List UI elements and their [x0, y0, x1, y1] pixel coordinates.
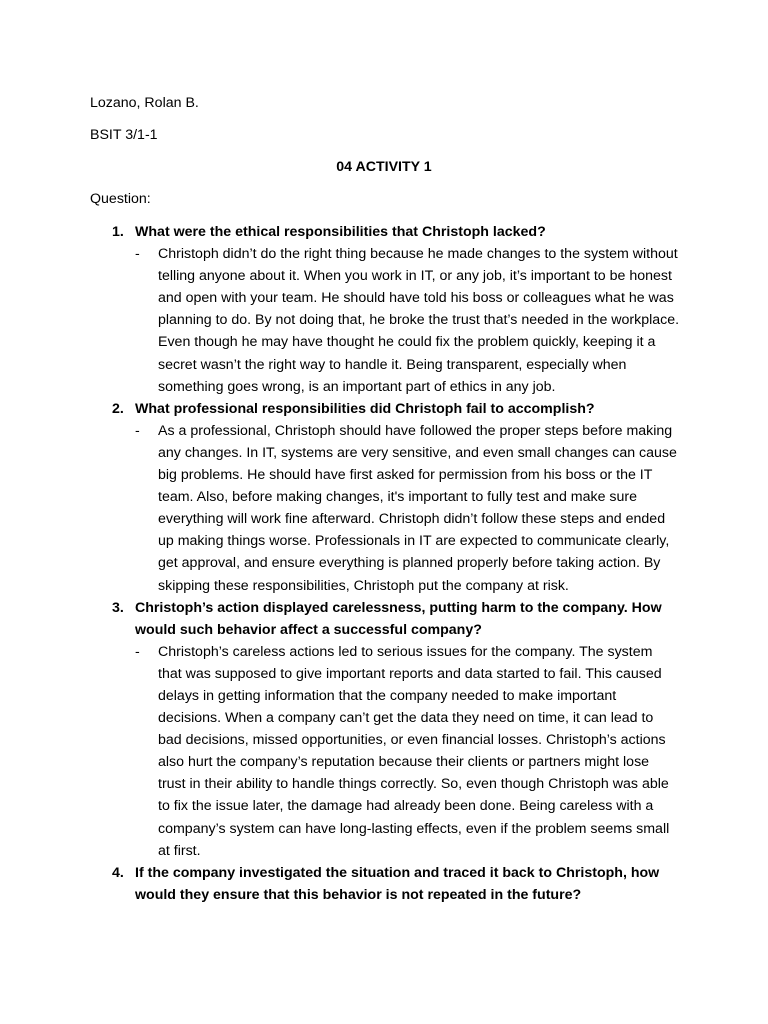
- answer-item: [0, 641, 768, 862]
- answer-item: [0, 420, 768, 597]
- question-item: [0, 862, 768, 906]
- question-number: 3.: [112, 599, 124, 616]
- answer-text: Christoph’s careless actions led to serious issues for the company. The system that was supposed to give important reports and data started to fail. This caused delays in getting information that the company needed to make important decisions. When a company can’t get the data they need on time, it can lead to bad decisions, missed opportunities, or even financial losses. Christoph’s actions also hurt the company’s reputation because their clients or partners might lose trust in their ability to handle things correctly. So, even though Christoph was able to fix the issue later, the damage had already been done. Being careless with a company’s system can have long-lasting effects, even if the problem seems small at first.: [158, 643, 670, 859]
- student-section: BSIT 3/1-1: [90, 127, 158, 143]
- question-text: What were the ethical responsibilities that Christoph lacked?: [135, 224, 546, 240]
- question-list: [0, 221, 768, 906]
- question-item: [0, 398, 768, 597]
- document-title: 04 ACTIVITY 1: [336, 159, 432, 175]
- question-number: 2.: [112, 400, 124, 417]
- question-item: [0, 221, 768, 398]
- question-number: 4.: [112, 864, 124, 881]
- bullet-dash: -: [135, 246, 140, 263]
- bullet-dash: -: [135, 422, 140, 439]
- question-number: 1.: [112, 224, 124, 240]
- question-text: If the company investigated the situation and traced it back to Christoph, how would they ensure that this behavior is not repeated in the future?: [135, 864, 660, 903]
- answer-text: Christoph didn’t do the right thing because he made changes to the system without telling anyone about it. When you work in IT, or any job, it’s important to be honest and open with your team. He should have told his boss or colleagues what he was planning to do. By not doing that, he broke the trust that’s needed in the workplace. Even though he may have thought he could fix the problem quickly, keeping it a secret wasn’t the right way to handle it. Being transparent, especially when something goes wrong, is an important part of ethics in any job.: [158, 246, 680, 395]
- question-label: Question:: [90, 191, 151, 207]
- question-item: [0, 597, 768, 862]
- question-text: Christoph’s action displayed carelessness, putting harm to the company. How would such behavior affect a successful company?: [135, 599, 662, 638]
- answer-item: [0, 243, 768, 398]
- bullet-dash: -: [135, 643, 140, 660]
- student-name: Lozano, Rolan B.: [90, 95, 199, 111]
- question-text: What professional responsibilities did Christoph fail to accomplish?: [135, 400, 595, 417]
- answer-text: As a professional, Christoph should have followed the proper steps before making any changes. In IT, systems are very sensitive, and even small changes can cause big problems. He should have first asked for permission from his boss or the IT team. Also, before making changes, it's important to fully test and make sure everything will work fine afterward. Christoph didn’t follow these steps and ended up making things worse. Professionals in IT are expected to communicate clearly, get approval, and ensure everything is planned properly before taking action. By skipping these responsibilities, Christoph put the company at risk.: [158, 422, 677, 594]
